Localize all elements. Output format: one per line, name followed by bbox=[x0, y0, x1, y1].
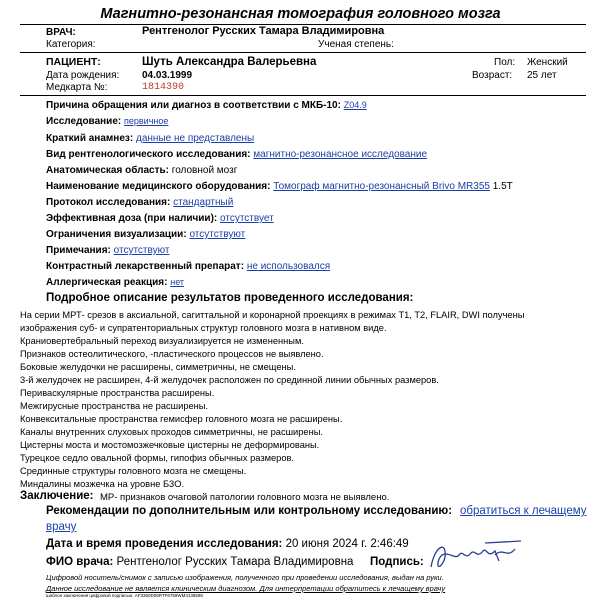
field-dose bbox=[46, 213, 274, 224]
conclusion-text: МР- признаков очаговой патологии головного мозга не выявлено. bbox=[100, 492, 390, 503]
doctor-signature-row bbox=[46, 556, 353, 568]
field-label: Примечания: bbox=[46, 245, 111, 256]
field-protocol bbox=[46, 197, 233, 208]
description-line: Краниовертебральный переход визуализируется не измененным. bbox=[20, 336, 304, 346]
field-notes bbox=[46, 245, 169, 256]
doctor-label: ВРАЧ: bbox=[46, 27, 76, 38]
field-value-link[interactable]: Z04.9 bbox=[343, 100, 367, 110]
field-label: Эффективная доза (при наличии): bbox=[46, 213, 218, 224]
category-label: Категория: bbox=[46, 39, 96, 50]
field-value-link[interactable]: магнитно-резонансное исследование bbox=[253, 149, 428, 160]
field-label: Контрастный лекарственный препарат: bbox=[46, 261, 245, 272]
page-title: Магнитно-резонансная томография головного мозга bbox=[100, 6, 501, 22]
field-label: Наименование медицинского оборудования: bbox=[46, 181, 271, 192]
datetime-label: Дата и время проведения исследования: bbox=[46, 538, 283, 550]
description-line: Срединные структуры головного мозга не смещены. bbox=[20, 466, 247, 476]
field-label: Протокол исследования: bbox=[46, 197, 171, 208]
field-label: Причина обращения или диагноз в соответствии с МКБ-10: bbox=[46, 100, 341, 111]
study-datetime bbox=[46, 538, 409, 550]
sign-doctor-name: Рентгенолог Русских Тамара Владимировна bbox=[116, 556, 354, 568]
description-line: изображения суб- и супратенториальных структур головного мозга в нативном виде. bbox=[20, 323, 387, 333]
handwritten-signature bbox=[425, 537, 525, 575]
field-allergy bbox=[46, 277, 184, 288]
doctor-name: Рентгенолог Русских Тамара Владимировна bbox=[142, 25, 385, 37]
description-line: Периваскулярные пространства расширены. bbox=[20, 388, 215, 398]
field-value-link[interactable]: данные не представлены bbox=[136, 133, 255, 144]
description-line: Турецкое седло овальной формы, гипофиз обычных размеров. bbox=[20, 453, 295, 463]
sex-label: Пол: bbox=[494, 57, 516, 68]
description-line: На серии МРТ- срезов в аксиальной, сагиттальной и коронарной проекциях в режимах T1, T2, FLAIR, DWI получены bbox=[20, 310, 525, 320]
description-line: Миндалины мозжечка на уровне Б3О. bbox=[20, 479, 185, 489]
description-line: Межгирусные пространства не расширены. bbox=[20, 401, 209, 411]
age-label: Возраст: bbox=[472, 70, 513, 81]
field-diagnosis bbox=[46, 100, 367, 111]
divider bbox=[20, 52, 586, 53]
field-value-link[interactable]: стандартный bbox=[173, 197, 234, 208]
field-extra: 1.5T bbox=[492, 181, 513, 192]
field-study-type bbox=[46, 149, 427, 160]
field-value-link[interactable]: не использовался bbox=[246, 261, 331, 272]
field-label: Вид рентгенологического исследования: bbox=[46, 149, 251, 160]
description-line: Каналы внутренних слуховых проходов симметричны, не расширены. bbox=[20, 427, 323, 437]
field-contrast bbox=[46, 261, 330, 272]
description-line: 3-й желудочек не расширен, 4-й желудочек расположен по срединной линии обычных размеров. bbox=[20, 375, 439, 385]
field-value-link[interactable]: первичное bbox=[124, 116, 169, 126]
field-equipment bbox=[46, 181, 513, 192]
patient-name: Шуть Александра Валерьевна bbox=[142, 56, 317, 68]
description-line: Конвекситальные пространства гемисфер головного мозга не расширены. bbox=[20, 414, 343, 424]
patient-label: ПАЦИЕНТ: bbox=[46, 56, 101, 68]
field-anamnesis bbox=[46, 133, 254, 144]
field-label: Ограничения визуализации: bbox=[46, 229, 187, 240]
age-value: 25 лет bbox=[527, 70, 557, 81]
field-limitations bbox=[46, 229, 245, 240]
field-value: головной мозг bbox=[171, 165, 238, 176]
description-heading: Подробное описание результатов проведенного исследования: bbox=[46, 292, 414, 304]
footer-note-disclaimer bbox=[46, 584, 445, 593]
degree-label: Ученая степень: bbox=[318, 39, 394, 50]
description-line: Признаков остеолитического, -пластического процессов не выявлено. bbox=[20, 349, 324, 359]
divider bbox=[20, 95, 586, 96]
sex-value: Женский bbox=[527, 57, 568, 68]
dob-label: Дата рождения: bbox=[46, 70, 120, 81]
dob-value: 04.03.1999 bbox=[142, 70, 193, 81]
field-value-link[interactable]: Томограф магнитно-резонансный Brivo MR355 bbox=[273, 181, 490, 192]
description-line: Боковые желудочки не расширены, симметричны, не смещены. bbox=[20, 362, 296, 372]
field-value-link[interactable]: отсутствует bbox=[220, 213, 274, 224]
recommendations-link-cont[interactable]: врачу bbox=[46, 521, 77, 533]
card-number: 1814390 bbox=[142, 82, 185, 93]
card-label: Медкарта №: bbox=[46, 82, 108, 93]
recommendations-link[interactable]: обратиться к лечащему bbox=[460, 505, 587, 517]
field-label: Анатомическая область: bbox=[46, 165, 169, 176]
recommendations-label: Рекомендации по дополнительным или контрольному исследованию: bbox=[46, 505, 453, 517]
field-label: Исследование: bbox=[46, 116, 122, 127]
field-study bbox=[46, 116, 168, 127]
field-label: Краткий анамнез: bbox=[46, 133, 134, 144]
field-anatomic-area bbox=[46, 165, 237, 176]
footer-code: шаблон заключения цифровой подписью: AF3360D05RTF6759WM4138598 bbox=[46, 593, 203, 598]
datetime-value: 20 июня 2024 г. 2:46:49 bbox=[285, 538, 409, 550]
field-value-link[interactable]: отсутствуют bbox=[189, 229, 246, 240]
description-line: Цистерны моста и мостомозжечковые цистерны не деформированы. bbox=[20, 440, 320, 450]
sign-doctor-label: ФИО врача: bbox=[46, 556, 114, 568]
field-label: Аллергическая реакция: bbox=[46, 277, 168, 288]
footer-note-media: Цифровой носитель/снимок с записью изображения, полученного при проведении исследования, выдан на руки. bbox=[46, 573, 444, 582]
field-value-link[interactable]: нет bbox=[170, 277, 185, 287]
field-value-link[interactable]: отсутствуют bbox=[113, 245, 170, 256]
sign-label: Подпись: bbox=[370, 556, 424, 568]
conclusion-label: Заключение: bbox=[20, 490, 94, 502]
disclaimer-text: Данное исследование не является клиническим диагнозом. Для интерпретации обратитесь к лечащему врачу bbox=[46, 584, 446, 593]
